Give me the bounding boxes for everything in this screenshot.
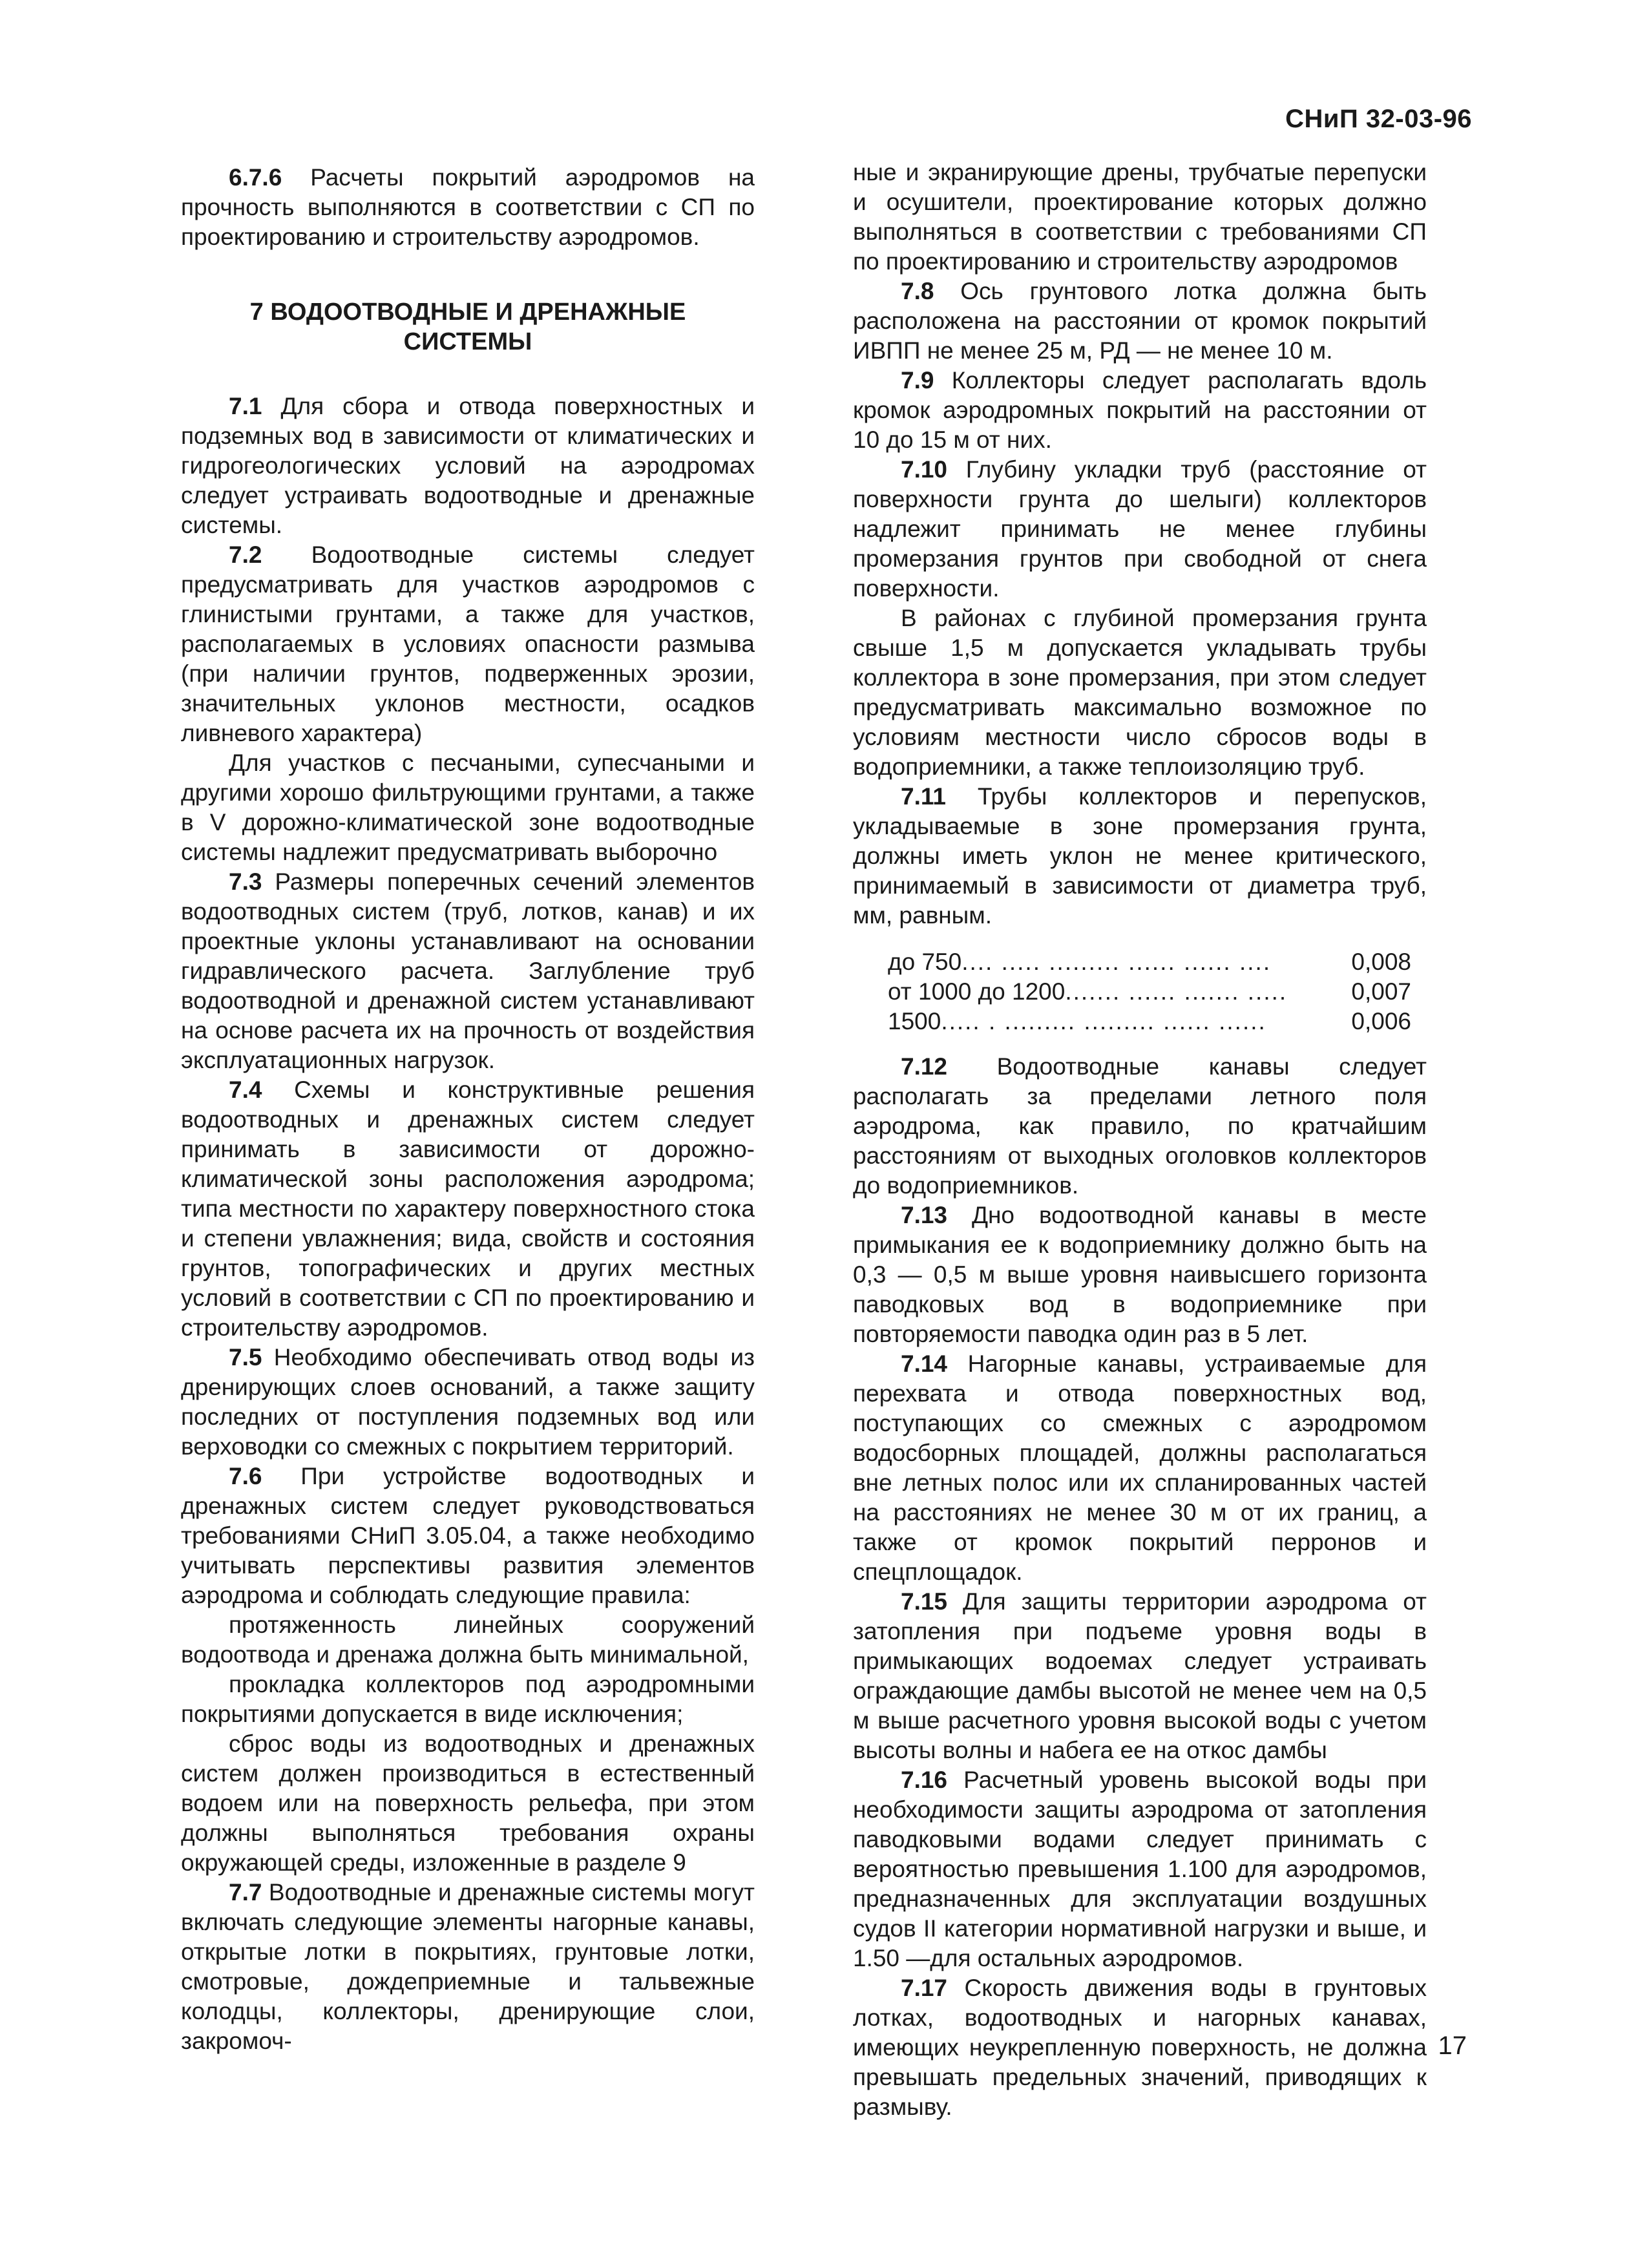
paragraph-7-2 [181, 540, 755, 748]
clause-number: 7.11 [901, 783, 946, 810]
right-column [853, 158, 1427, 2122]
clause-number: 6.7.6 [229, 164, 282, 191]
clause-number: 7.17 [901, 1975, 948, 2001]
clause-text: Размеры поперечных сечений элементов водоотводных систем (труб, лотков, канав) и их проектные уклоны устанавливают на основании гидравлического расчета. Заглубление труб водоотводной и дренажной систем устанавливают на основе расчета их на прочность от воздействия эксплуатационных нагрузок. [181, 868, 755, 1073]
paragraph-7-17 [853, 1973, 1427, 2122]
paragraph-7-3 [181, 867, 755, 1075]
clause-number: 7.12 [901, 1053, 948, 1080]
paragraph-7-1 [181, 392, 755, 540]
paragraph-7-6 [181, 1462, 755, 1610]
clause-text: Необходимо обеспечивать отвод воды из дренирующих слоев оснований, а также защиту последних от поступления подземных вод или верховодки со смежных с покрытием территорий. [181, 1344, 755, 1460]
clause-text: Глубину укладки труб (расстояние от поверхности грунта до шелыги) коллекторов надлежит принимать не менее глубины промерзания грунтов при свободной от снега поверхности. [853, 456, 1427, 602]
paragraph-7-4 [181, 1075, 755, 1343]
paragraph-7-15 [853, 1587, 1427, 1765]
clause-number: 7.10 [901, 456, 948, 483]
clause-text: Коллекторы следует располагать вдоль кромок аэродромных покрытий на расстоянии от 10 до 15 м от них. [853, 367, 1427, 453]
clause-text: Расчетный уровень высокой воды при необходимости защиты аэродрома от затопления паводковыми водами следует принимать с вероятностью превышения 1.100 для аэродромов, предназначенных для эксплуатации воздушных судов II категории нормативной нагрузки и выше, и 1.50 —для остальных аэродромов. [853, 1767, 1427, 1971]
clause-number: 7.14 [901, 1350, 948, 1377]
clause-number: 7.1 [229, 393, 262, 419]
pipe-diameter-label: 1500 [888, 1008, 941, 1034]
clause-text: Дно водоотводной канавы в месте примыкания ее к водоприемнику должно быть на 0,3 — 0,5 м выше уровня наивысшего горизонта паводковых вод в водоприемнике при повторяемости паводка один раз в 5 лет. [853, 1202, 1427, 1347]
clause-text: Водоотводные канавы следует располагать за пределами летного поля аэродрома, как правило, по кратчайшим расстояниям от выходных оголовков коллекторов до водоприемников. [853, 1053, 1427, 1199]
paragraph-7-6-rule-b: прокладка коллекторов под аэродромными покрытиями допускается в виде исключения; [181, 1671, 755, 1727]
clause-number: 7.2 [229, 541, 262, 568]
paragraph-7-13 [853, 1201, 1427, 1349]
paragraph-7-2-cont: Для участков с песчаными, супесчаными и другими хорошо фильтрующими грунтами, а также в V дорожно-климатической зоне водоотводные системы надлежит предусматривать выборочно [181, 750, 755, 865]
pipe-diameter-label: до 750 [888, 949, 962, 975]
clause-number: 7.5 [229, 1344, 262, 1370]
left-column [181, 163, 755, 2056]
paragraph-7-9 [853, 366, 1427, 455]
clause-number: 7.9 [901, 367, 934, 394]
clause-text: Нагорные канавы, устраиваемые для перехвата и отвода поверхностных вод, поступающих со смежных с аэродромом водосборных площадей, должны располагаться вне летных полос или их спланированных частей на расстояниях не менее 30 м от их границ, а также от кромок покрытий перронов и спецплощадок. [853, 1350, 1427, 1585]
clause-text: Водоотводные системы следует предусматривать для участков аэродромов с глинистыми грунтами, а также для участков, располагаемых в условиях опасности размыва (при наличии грунтов, подверженных эрозии, значительных уклонов местности, осадков ливневого характера) [181, 541, 755, 746]
paragraph-7-14 [853, 1349, 1427, 1587]
slope-value: 0,006 [1351, 1008, 1411, 1034]
clause-text: Ось грунтового лотка должна быть расположена на расстоянии от кромок покрытий ИВПП не менее 25 м, РД — не менее 10 м. [853, 278, 1427, 364]
clause-number: 7.7 [229, 1879, 262, 1906]
page-number: 17 [1438, 2032, 1467, 2060]
slope-rate-row [888, 977, 1411, 1007]
clause-text: Для сбора и отвода поверхностных и подземных вод в зависимости от климатических и гидрогеологических условий на аэродромах следует устраивать водоотводные и дренажные системы. [181, 393, 755, 538]
clause-number: 7.4 [229, 1076, 262, 1103]
section-title: 7 ВОДООТВОДНЫЕ И ДРЕНАЖНЫЕ СИСТЕМЫ [249, 299, 686, 355]
paragraph-7-11 [853, 782, 1427, 930]
document-code: СНиП 32-03-96 [1285, 105, 1472, 133]
clause-number: 7.15 [901, 1588, 948, 1615]
paragraph-7-5 [181, 1343, 755, 1462]
paragraph-7-7 [181, 1878, 755, 2056]
paragraph-7-7-cont: ные и экранирующие дрены, трубчатые перепуски и осушители, проектирование которых должно выполняться в соответствии с требованиями СП по проектированию и строительству аэродромов [853, 159, 1427, 275]
clause-number: 7.3 [229, 868, 262, 895]
slope-rate-list [853, 947, 1427, 1036]
clause-text: Трубы коллекторов и перепусков, укладываемые в зоне промерзания грунта, должны иметь уклон не менее критического, принимаемый в зависимости от диаметра труб, мм, равным. [853, 783, 1427, 929]
leader-dots: ..... . ......... ......... ...... ...... [941, 1008, 1266, 1034]
clause-number: 7.13 [901, 1202, 948, 1228]
clause-text: Схемы и конструктивные решения водоотводных и дренажных систем следует принимать в зависимости от дорожно-климатической зоны расположения аэродрома; типа местности по характеру поверхностного стока и степени увлажнения; вида, свойств и состояния грунтов, топографических и других местных условий в соответствии с СП по проектированию и строительству аэродромов. [181, 1076, 755, 1341]
slope-value: 0,007 [1351, 978, 1411, 1005]
pipe-diameter-label: от 1000 до 1200 [888, 978, 1066, 1005]
clause-number: 7.6 [229, 1463, 262, 1489]
paragraph-7-6-rule-a: протяженность линейных сооружений водоотвода и дренажа должна быть минимальной, [181, 1612, 755, 1668]
paragraph-6-7-6 [181, 163, 755, 252]
slope-value: 0,008 [1351, 949, 1411, 975]
paragraph-7-10-cont: В районах с глубиной промерзания грунта свыше 1,5 м допускается укладывать трубы коллектора в зоне промерзания, при этом следует предусматривать максимально возможное по условиям местности число сбросов воды в водоприемники, а также теплоизоляцию труб. [853, 605, 1427, 780]
paragraph-7-8 [853, 277, 1427, 366]
clause-text: Скорость движения воды в грунтовых лотках, водоотводных и нагорных канавах, имеющих неукрепленную поверхность, не должна превышать предельных значений, приводящих к размыву. [853, 1975, 1427, 2120]
paragraph-7-16 [853, 1765, 1427, 1973]
leader-dots: .... ..... ......... ...... ...... .... [961, 949, 1272, 975]
leader-dots: ....... ...... ....... ..... [1065, 978, 1288, 1005]
clause-text: Для защиты территории аэродрома от затопления при подъеме уровня воды в примыкающих водоемах следует устраивать ограждающие дамбы высотой не менее чем на 0,5 м выше расчетного уровня высокой воды с учетом высоты волны и набега ее на откос дамбы [853, 1588, 1427, 1763]
paragraph-7-12 [853, 1052, 1427, 1201]
paragraph-7-6-rule-c: сброс воды из водоотводных и дренажных систем должен производиться в естественный водоем или на поверхность рельефа, при этом должны выполняться требования охраны окружающей среды, изложенные в разделе 9 [181, 1730, 755, 1876]
slope-rate-row [888, 1007, 1411, 1036]
paragraph-7-10 [853, 455, 1427, 604]
clause-number: 7.8 [901, 278, 934, 304]
clause-text: При устройстве водоотводных и дренажных систем следует руководствоваться требованиями СНиП 3.05.04, а также необходимо учитывать перспективы развития элементов аэродрома и соблюдать следующие правила: [181, 1463, 755, 1608]
clause-text: Расчеты покрытий аэродромов на прочность выполняются в соответствии с СП по проектированию и строительству аэродромов. [181, 164, 755, 250]
clause-number: 7.16 [901, 1767, 948, 1793]
slope-rate-row [888, 947, 1411, 977]
clause-text: Водоотводные и дренажные системы могут включать следующие элементы нагорные канавы, открытые лотки в покрытиях, грунтовые лотки, смотровые, дождеприемные и тальвежные колодцы, коллекторы, дренирующие слои, закромоч- [181, 1879, 755, 2054]
